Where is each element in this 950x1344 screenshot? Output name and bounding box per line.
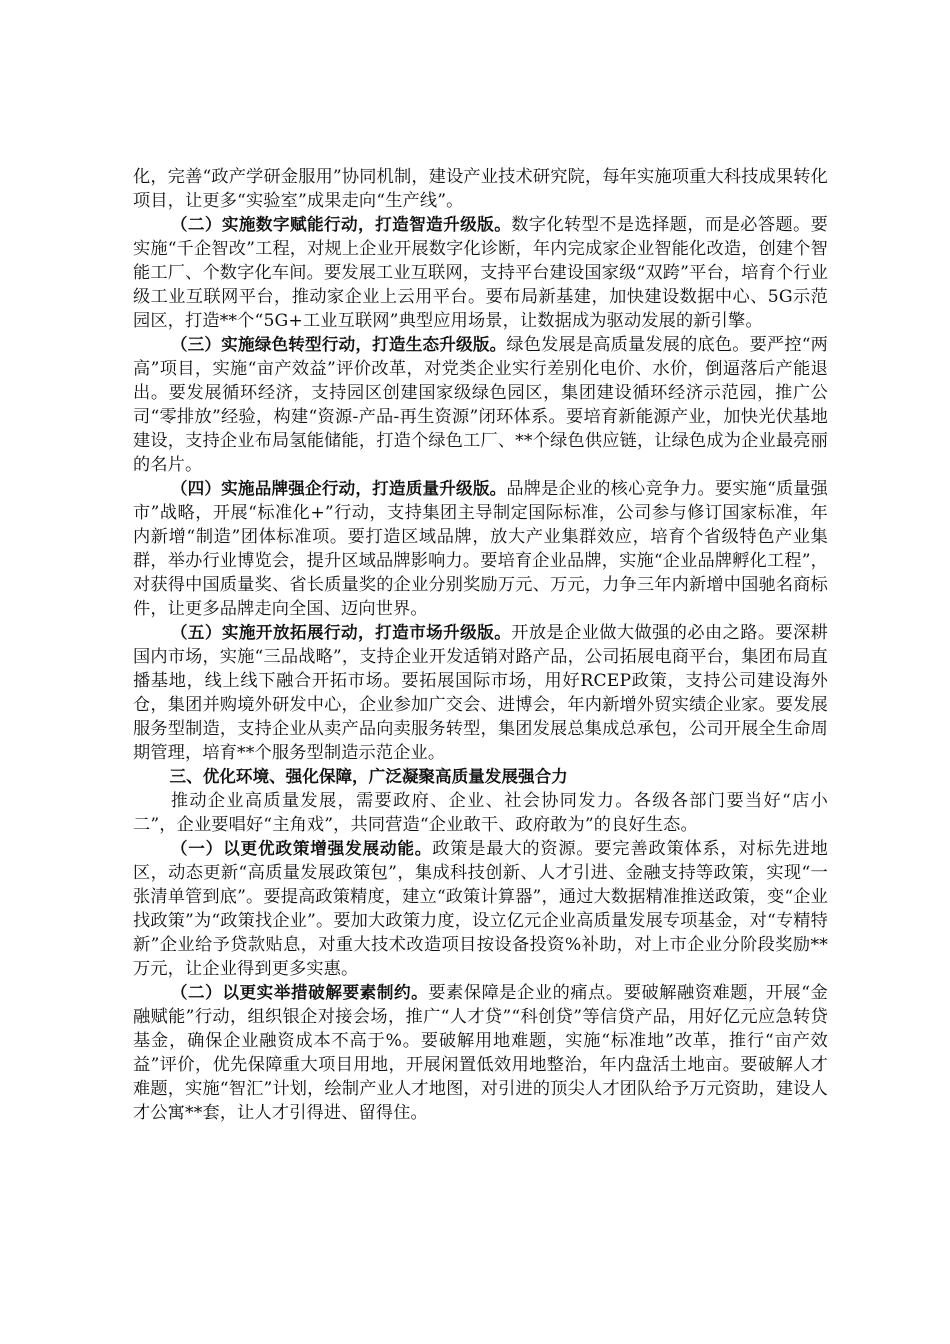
paragraph-lead: （二）实施数字赋能行动，打造智造升级版。: [170, 215, 512, 234]
paragraph-open-expansion: [133, 621, 828, 765]
document-page: [133, 165, 828, 1125]
section-heading: 三、优化环境、强化保障，广泛凝聚高质量发展强合力: [169, 767, 568, 786]
paragraph-lead: （三）实施绿色转型行动，打造生态升级版。: [170, 335, 507, 354]
paragraph-lead: （二）以更实举措破解要素制约。: [170, 983, 429, 1002]
paragraph-text: 绿色发展是高质量发展的底色。要严控“两高”项目，实施“亩产效益”评价改革，对党类企业实行差别化电价、水价，倒逼落后产能退出。要发展循环经济，支持园区创建国家级绿色园区，集团建设循环经济示范园，推广公司“零排放”经验，构建“资源-产品-再生资源”闭环体系。要培育新能源产业，加快光伏基地建设，支持企业布局氢能储能，打造个绿色工厂、**个绿色供应链，让绿色成为企业最亮丽的名片。: [133, 335, 829, 475]
paragraph-text: 品牌是企业的核心竞争力。要实施“质量强市”战略，开展“标准化+”行动，支持集团主导制定国际标准，公司参与修订国家标准，年内新增“制造”团体标准项。要打造区域品牌，放大产业集群效应，培育个省级特色产业集群，举办行业博览会，提升区域品牌影响力。要培育企业品牌，实施“企业品牌孵化工程”，对获得中国质量奖、省长质量奖的企业分别奖励万元、万元，力争三年内新增中国驰名商标件，让更多品牌走向全国、迈向世界。: [133, 479, 829, 619]
paragraph-text: 开放是企业做大做强的必由之路。要深耕国内市场，实施“三品战略”，支持企业开发适销对路产品，公司拓展电商平台，集团布局直播基地，线上线下融合开拓市场。要拓展国际市场，用好RCEP政策，支持公司建设海外仓，集团并购境外研发中心，企业参加广交会、进博会，年内新增外贸实绩企业家。要发展服务型制造，支持企业从卖产品向卖服务转型，集团发展总集成总承包，公司开展全生命周期管理，培育**个服务型制造示范企业。: [133, 623, 829, 763]
paragraph-text: 政策是最大的资源。要完善政策体系，对标先进地区，动态更新“高质量发展政策包”，集成科技创新、人才引进、金融支持等政策，实现“一张清单管到底”。要提高政策精度，建立“政策计算器”，通过大数据精准推送政策，变“企业找政策”为“政策找企业”。要加大政策力度，设立亿元企业高质量发展专项基金，对“专精特新”企业给予贷款贴息，对重大技术改造项目按设备投资%补助，对上市企业分阶段奖励**万元，让企业得到更多实惠。: [133, 839, 828, 979]
paragraph-policy-support: [133, 837, 828, 981]
paragraph-lead: （五）实施开放拓展行动，打造市场升级版。: [170, 623, 512, 642]
paragraph-text: 数字化转型不是选择题，而是必答题。要实施“千企智改”工程，对规上企业开展数字化诊断，年内完成家企业智能化改造，创建个智能工厂、个数字化车间。要发展工业互联网，支持平台建设国家级“双跨”平台，培育个行业级工业互联网平台，推动家企业上云用平台。要布局新基建，加快建设数据中心、5G示范园区，打造**个“5G+工业互联网”典型应用场景，让数据成为驱动发展的新引擎。: [133, 215, 829, 331]
paragraph-text: 化，完善“政产学研金服用”协同机制，建设产业技术研究院，每年实施项重大科技成果转化项目，让更多“实验室”成果走向“生产线”。: [133, 167, 828, 211]
paragraph-text: 要素保障是企业的痛点。要破解融资难题，开展“金融赋能”行动，组织银企对接会场，推广“人才贷”“科创贷”等信贷产品，用好亿元应急转贷基金，确保企业融资成本不高于%。要破解用地难题，实施“标准地”改革，推行“亩产效益”评价，优先保障重大项目用地，开展闲置低效用地整治，年内盘活土地亩。要破解人才难题，实施“智汇”计划，绘制产业人才地图，对引进的顶尖人才团队给予万元资助，建设人才公寓**套，让人才引得进、留得住。: [133, 983, 828, 1123]
paragraph-continuation: [133, 165, 828, 213]
paragraph-lead: （一）以更优政策增强发展动能。: [170, 839, 433, 858]
paragraph-text: 推动企业高质量发展，需要政府、企业、社会协同发力。各级各部门要当好“店小二”，企业要唱好“主角戏”，共同营造“企业敢干、政府敢为”的良好生态。: [133, 791, 828, 835]
paragraph-factor-constraints: [133, 981, 828, 1125]
paragraph-section-intro: [133, 789, 828, 837]
paragraph-digital-empowerment: [133, 213, 828, 333]
paragraph-brand-building: [133, 477, 828, 621]
paragraph-green-transition: [133, 333, 828, 477]
paragraph-lead: （四）实施品牌强企行动，打造质量升级版。: [170, 479, 507, 498]
